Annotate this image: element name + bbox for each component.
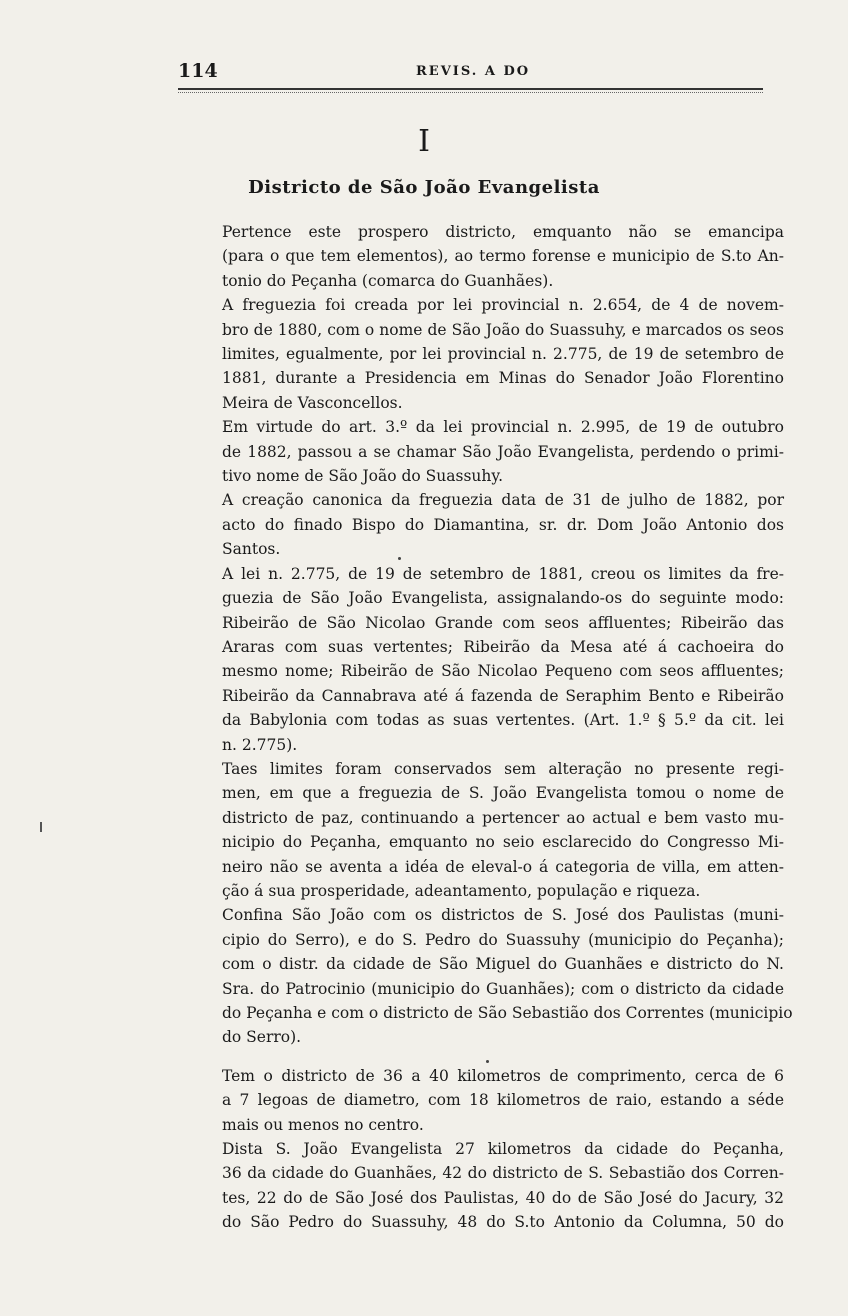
text-line: (para o que tem elementos), ao termo forense e municipio de S.to An- bbox=[222, 247, 784, 266]
paragraph bbox=[186, 1137, 784, 1235]
text-line: Araras com suas vertentes; Ribeirão da Mesa até á cachoeira do bbox=[222, 637, 784, 656]
text-line: acto do finado Bispo do Diamantina, sr. dr. Dom João Antonio dos bbox=[222, 515, 784, 534]
text-line: Ribeirão de São Nicolao Grande com seos affluentes; Ribeirão das bbox=[222, 613, 784, 632]
body-text bbox=[186, 220, 793, 1235]
scan-speck bbox=[398, 557, 401, 560]
text-line: bro de 1880, com o nome de São João do Suassuhy, e marcados os seos bbox=[222, 320, 784, 339]
paragraph bbox=[186, 415, 784, 488]
paragraph bbox=[186, 757, 784, 903]
text-line: districto de paz, continuando a pertencer ao actual e bem vasto mu- bbox=[222, 808, 784, 827]
paragraph bbox=[186, 293, 784, 415]
text-line: 36 da cidade do Guanhães, 42 do districto de S. Sebastião dos Corren- bbox=[222, 1164, 784, 1183]
text-line: mais ou menos no centro. bbox=[222, 1115, 424, 1134]
text-line: ção á sua prosperidade, adeantamento, população e riqueza. bbox=[222, 881, 701, 900]
text-line: A freguezia foi creada por lei provincial n. 2.654, de 4 de novem- bbox=[222, 296, 784, 315]
text-line: neiro não se aventa a idéa de eleval-o á categoria de villa, em atten- bbox=[222, 857, 784, 876]
text-line: Meira de Vasconcellos. bbox=[222, 393, 403, 412]
paragraph bbox=[186, 1064, 784, 1137]
text-line: nicipio do Peçanha, emquanto no seio esclarecido do Congresso Mi- bbox=[222, 833, 784, 852]
text-line: do Peçanha e com o districto de São Sebastião dos Correntes (municipio bbox=[222, 1004, 793, 1022]
paragraph bbox=[186, 562, 784, 757]
section-title: Districto de São João Evangelista bbox=[248, 177, 600, 198]
text-line: Sra. do Patrocinio (municipio do Guanhães); com o districto da cidade bbox=[222, 979, 784, 998]
text-line: guezia de São João Evangelista, assignalando-os do seguinte modo: bbox=[222, 589, 784, 608]
text-line: do São Pedro do Suassuhy, 48 do S.to Antonio da Columna, 50 do bbox=[222, 1213, 784, 1232]
text-line: Tem o districto de 36 a 40 kilometros de comprimento, cerca de 6 bbox=[222, 1066, 784, 1085]
text-line: 1881, durante a Presidencia em Minas do Senador João Florentino bbox=[222, 369, 784, 388]
text-line: tivo nome de São João do Suassuhy. bbox=[222, 467, 504, 486]
header-rule bbox=[178, 88, 763, 90]
paragraph bbox=[186, 903, 793, 1049]
text-line: Santos. bbox=[222, 540, 281, 559]
text-line: A creação canonica da freguezia data de 31 de julho de 1882, por bbox=[222, 491, 784, 510]
text-line: n. 2.775). bbox=[222, 735, 298, 754]
header-rule-dotted bbox=[178, 92, 763, 93]
scan-speck bbox=[486, 1060, 489, 1063]
running-head: REVIS. A DO bbox=[416, 64, 531, 79]
text-line: a 7 legoas de diametro, com 18 kilometros de raio, estando a séde bbox=[222, 1091, 784, 1110]
text-line: limites, egualmente, por lei provincial n. 2.775, de 19 de setembro de bbox=[222, 345, 784, 364]
paragraph bbox=[186, 220, 784, 293]
text-line: mesmo nome; Ribeirão de São Nicolao Pequeno com seos affluentes; bbox=[222, 662, 784, 681]
text-line: Pertence este prospero districto, emquanto não se emancipa bbox=[222, 223, 784, 241]
text-line: Ribeirão da Cannabrava até á fazenda de Seraphim Bento e Ribeirão bbox=[222, 686, 784, 705]
text-line: tonio do Peçanha (comarca do Guanhães). bbox=[222, 271, 554, 290]
section-numeral: I bbox=[418, 124, 430, 159]
paragraph bbox=[186, 488, 784, 561]
text-line: Taes limites foram conservados sem alteração no presente regi- bbox=[222, 759, 784, 778]
text-line: Em virtude do art. 3.º da lei provincial n. 2.995, de 19 de outubro bbox=[222, 418, 784, 437]
text-line: com o distr. da cidade de São Miguel do Guanhães e districto do N. bbox=[222, 955, 784, 974]
text-line: Dista S. João Evangelista 27 kilometros da cidade do Peçanha, bbox=[222, 1140, 784, 1159]
text-line: cipio do Serro), e do S. Pedro do Suassuhy (municipio do Peçanha); bbox=[222, 930, 784, 949]
text-line: Confina São João com os districtos de S. José dos Paulistas (muni- bbox=[222, 906, 784, 925]
text-line: do Serro). bbox=[222, 1028, 302, 1047]
text-line: de 1882, passou a se chamar São João Evangelista, perdendo o primi- bbox=[222, 442, 784, 461]
text-line: tes, 22 do de São José dos Paulistas, 40 do de São José do Jacury, 32 bbox=[222, 1188, 784, 1207]
page-header bbox=[178, 58, 763, 88]
text-line: da Babylonia com todas as suas vertentes. (Art. 1.º § 5.º da cit. lei bbox=[222, 711, 784, 730]
scan-margin-mark bbox=[40, 822, 42, 832]
text-line: A lei n. 2.775, de 19 de setembro de 1881, creou os limites da fre- bbox=[222, 564, 784, 583]
text-line: men, em que a freguezia de S. João Evangelista tomou o nome de bbox=[222, 784, 784, 803]
page-number: 114 bbox=[178, 60, 218, 82]
